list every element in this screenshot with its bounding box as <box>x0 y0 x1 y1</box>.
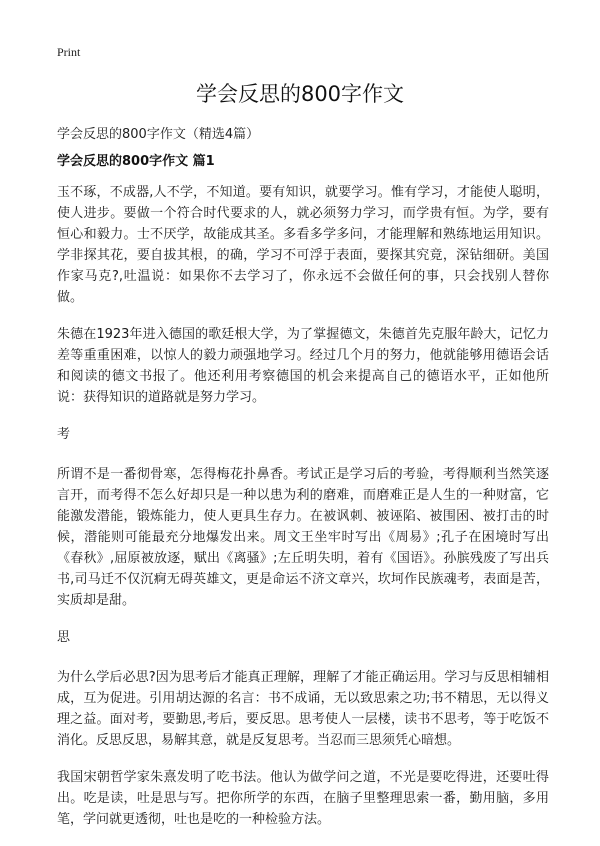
heading-si: 思 <box>57 630 71 645</box>
paragraph-zhu-de: 朱德在1923年进入德国的歌廷根大学，为了掌握德文，朱德首先克服年龄大，记忆力差等重重困难，以惊人的毅力顽强地学习。经过几个月的努力，他就能够用德语会话和阅读的德文书报了。他还利用考察德国的机会来提高自己的德语水平，正如他所说：获得知识的道路就是努力学习。 <box>57 327 549 405</box>
paragraph-reflect: 为什么学后必思?因为思考后才能真正理解，理解了才能正确运用。学习与反思相辅相成，互为促进。引用胡达源的名言：书不成诵，无以致思索之功;书不精思，无以得义理之益。面对考，要勤思,考后，要反思。思考使人一层楼，读书不思考，等于吃饭不消化。反思反思，易解其意，就是反复思考。当忍而三思须凭心暗想。 <box>57 670 549 748</box>
paragraph-study: 玉不琢，不成器,人不学，不知道。要有知识，就要学习。惟有学习，才能使人聪明，使人进步。要做一个符合时代要求的人，就必须努力学习，而学贵有恒。为学，要有恒心和毅力。士不厌学，故能成其圣。多看多学多问，才能理解和熟练地运用知识。学非探其花，要自拔其根，的确，学习不可浮于表面，要探其究竟，深钻细研。美国作家马克?,吐温说：如果你不去学习了，你永远不会做任何的事，只会找别人替你做。 <box>57 185 549 305</box>
print-label: Print <box>57 45 81 59</box>
paragraph-zhu-xi: 我国宋朝哲学家朱熹发明了吃书法。他认为做学问之道，不光是要吃得进，还要吐得出。吃是读，吐是思与写。把你所学的东西，在脑子里整理思索一番，勤用脑，多用笔，学问就更透彻，吐也是吃的一种检验方法。 <box>57 770 549 827</box>
document-subtitle: 学会反思的800字作文（精选4篇） <box>57 127 260 142</box>
section-heading: 学会反思的800字作文 篇1 <box>57 154 215 169</box>
heading-kao: 考 <box>57 427 71 442</box>
document-title: 学会反思的800字作文 <box>195 82 405 106</box>
paragraph-exam: 所谓不是一番彻骨寒，怎得梅花扑鼻香。考试正是学习后的考验，考得顺利当然笑逐言开，而考得不怎么好却只是一种以患为利的磨难，而磨难正是人生的一种财富，它能激发潜能，锻炼能力，使人更具生存力。在被讽刺、被诬陷、被围困、被打击的时候，潜能则可能最充分地爆发出来。周文王坐牢时写出《周易》;孔子在困境时写出《春秋》,屈原被放逐，赋出《离骚》;左丘明失明，着有《国语》。孙膑残废了写出兵书,司马迁不仅沉痾无碍英雄文，更是命运不济文章兴，坎坷作民族魂考，表面是苦，实质却是甜。 <box>57 467 549 608</box>
document-body <box>57 182 549 846</box>
